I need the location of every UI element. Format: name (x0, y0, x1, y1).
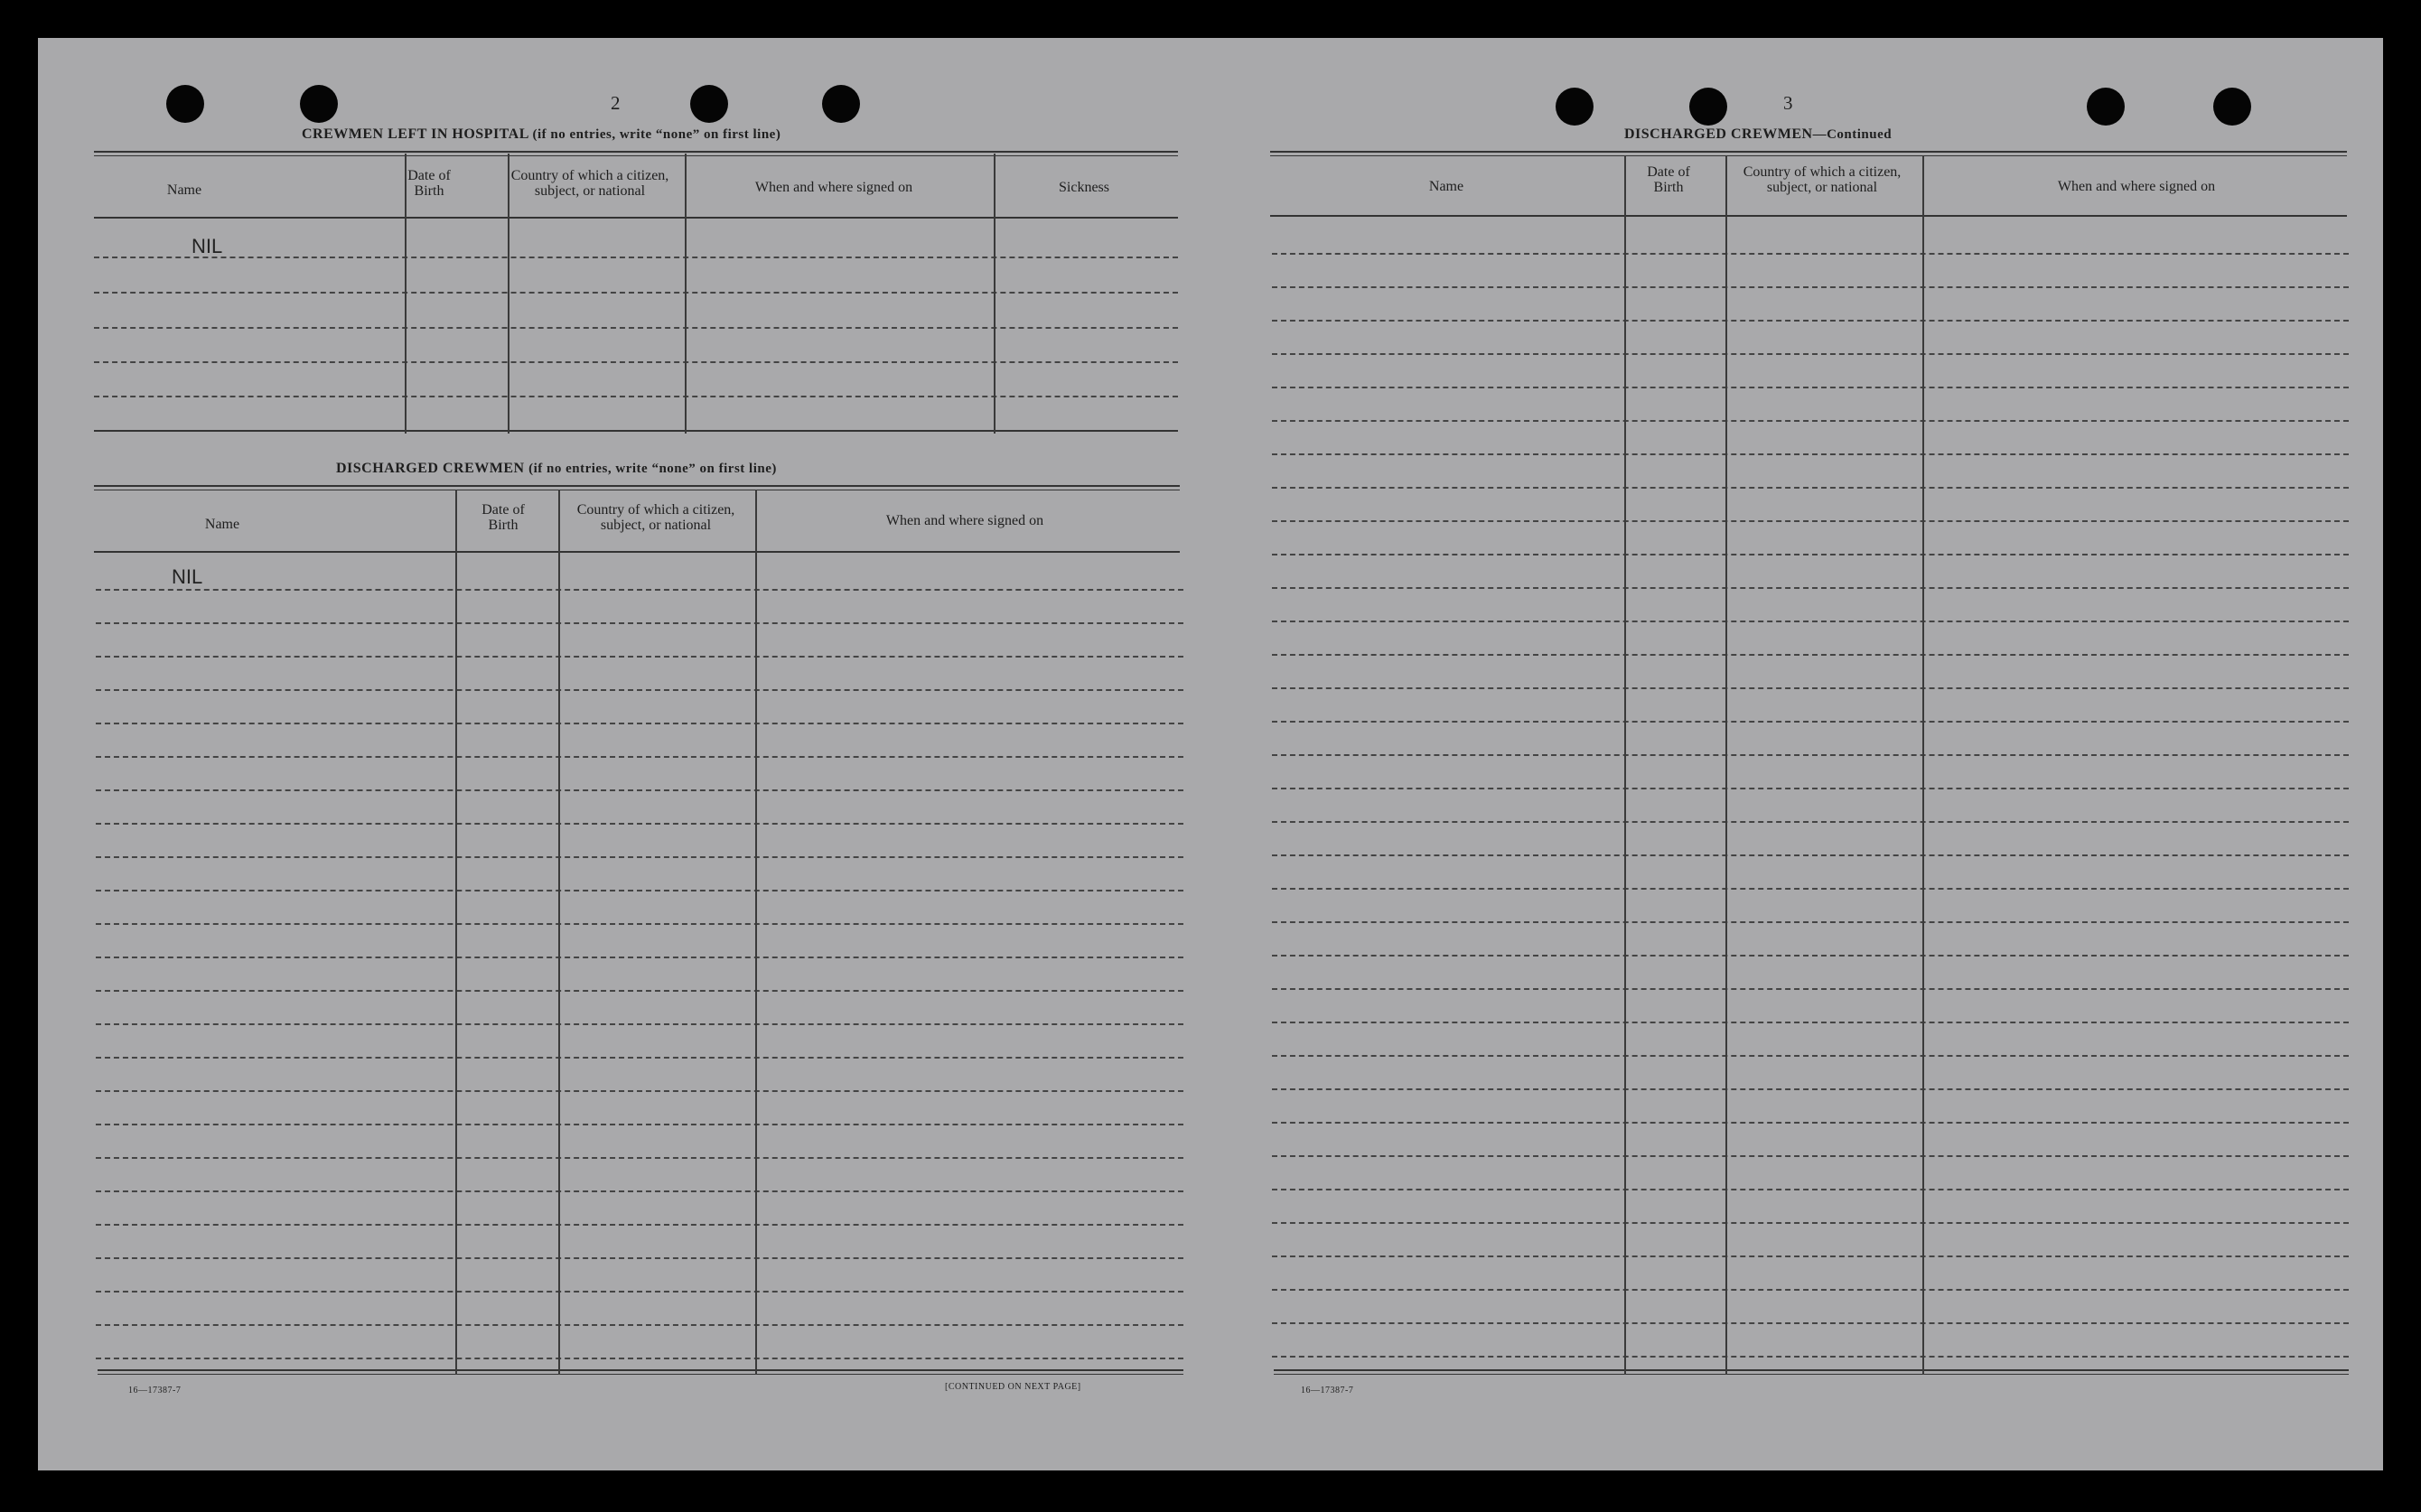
section-title-discharged-note: (if no entries, write “none” on first line) (528, 462, 777, 476)
punch-hole (166, 85, 204, 123)
section-title-discharged-main: DISCHARGED CREWMEN (336, 461, 525, 476)
continued-note: [CONTINUED ON NEXT PAGE] (945, 1382, 1081, 1392)
column-header-signed-on: When and where signed on (2057, 179, 2216, 194)
table-header-rule (1270, 215, 2347, 217)
section-title-discharged-continued (1624, 126, 1892, 143)
table-header-rule (94, 217, 1178, 219)
page-number-left: 2 (611, 92, 621, 114)
document-sheet (38, 38, 2383, 1470)
punch-hole (1689, 88, 1727, 126)
column-header-name: Name (166, 182, 202, 198)
section-title-hospital-main: CREWMEN LEFT IN HOSPITAL (302, 126, 529, 142)
column-header-date-of-birth: Date of Birth (407, 168, 451, 199)
punch-hole (2213, 88, 2251, 126)
punch-hole (822, 85, 860, 123)
table-top-rule (1270, 151, 2347, 156)
punch-hole (2087, 88, 2125, 126)
table-header-rule (94, 551, 1180, 553)
section-title-discharged-continued-note: —Continued (1812, 127, 1893, 142)
punch-hole (300, 85, 338, 123)
section-title-discharged-continued-main: DISCHARGED CREWMEN (1624, 126, 1813, 142)
column-header-date-of-birth: Date of Birth (481, 502, 525, 533)
column-header-country: Country of which a citizen, subject, or national (1743, 164, 1902, 195)
table-top-rule (94, 485, 1180, 490)
form-number-right: 16—17387-7 (1301, 1386, 1354, 1395)
column-header-name: Name (204, 517, 240, 532)
table-top-rule (94, 151, 1178, 156)
section-title-hospital (302, 126, 781, 143)
column-header-signed-on: When and where signed on (754, 180, 913, 195)
section-title-discharged (336, 461, 777, 477)
section-title-hospital-note: (if no entries, write “none” on first line) (532, 127, 781, 142)
column-header-signed-on: When and where signed on (885, 513, 1044, 528)
column-header-name: Name (1428, 179, 1464, 194)
column-header-date-of-birth: Date of Birth (1647, 164, 1690, 195)
punch-hole (690, 85, 728, 123)
column-header-country: Country of which a citizen, subject, or national (576, 502, 735, 533)
punch-hole (1556, 88, 1594, 126)
page-number-right: 3 (1783, 92, 1793, 114)
form-number-left: 16—17387-7 (128, 1386, 182, 1395)
handwritten-entry-discharged: NIL (172, 565, 203, 588)
column-header-sickness: Sickness (1059, 180, 1109, 195)
handwritten-entry-hospital: NIL (192, 235, 223, 257)
column-header-country: Country of which a citizen, subject, or national (510, 168, 669, 199)
